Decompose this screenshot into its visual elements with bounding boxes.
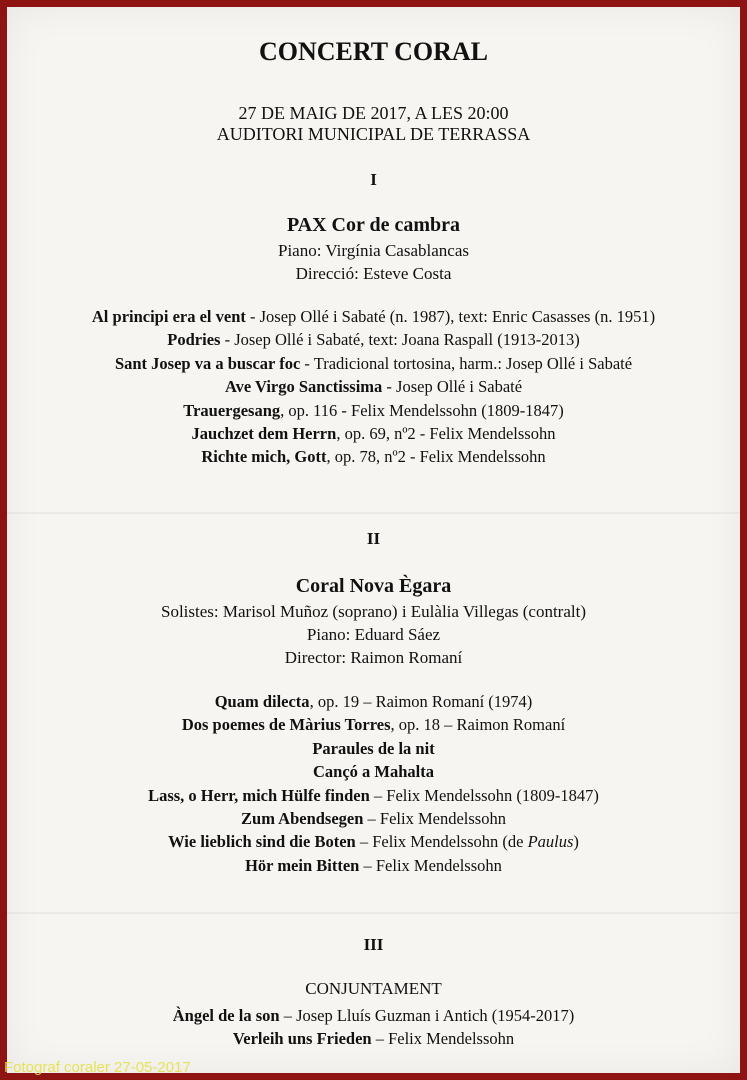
- work-detail: , op. 78, nº2 - Felix Mendelssohn: [326, 447, 546, 467]
- work-detail: – Felix Mendelssohn (1809-1847): [369, 785, 599, 805]
- work-line: [7, 422, 740, 445]
- work-title: Richte mich, Gott: [201, 447, 327, 467]
- work-title: Podries: [167, 330, 221, 350]
- work-title: Dos poemes de Màrius Torres: [181, 715, 391, 735]
- work-title: Cançó a Mahalta: [313, 762, 434, 782]
- work-line: [7, 713, 740, 736]
- work-detail: - Josep Ollé i Sabaté: [382, 377, 523, 397]
- part-numeral: II: [366, 529, 381, 548]
- work-line: [7, 328, 740, 351]
- credit-line: Piano: Eduard Sáez: [306, 625, 441, 644]
- paper-fold: [7, 512, 740, 514]
- part-numeral: III: [363, 935, 384, 954]
- work-line: [7, 1027, 740, 1050]
- work-title: Lass, o Herr, mich Hülfe finden: [148, 785, 370, 805]
- work-line: [7, 830, 740, 853]
- work-detail: - Josep Ollé i Sabaté, text: Joana Raspall (1913-2013): [220, 330, 580, 350]
- work-detail: - Josep Ollé i Sabaté (n. 1987), text: Enric Casasses (n. 1951): [245, 307, 656, 326]
- work-detail: , op. 116 - Felix Mendelssohn (1809-1847): [280, 400, 564, 420]
- credit-line: Director: Raimon Romaní: [284, 648, 463, 667]
- work-line: [7, 760, 740, 783]
- work-line: [7, 305, 740, 328]
- choir-name: Coral Nova Ègara: [295, 575, 452, 597]
- repertoire-list: [7, 305, 740, 469]
- work-source: Paulus: [527, 832, 574, 852]
- work-line: [7, 1004, 740, 1027]
- part-numeral: I: [370, 170, 377, 189]
- work-title: Jauchzet dem Herrn: [191, 424, 337, 444]
- work-title: Al principi era el vent: [91, 307, 246, 326]
- work-detail: – Felix Mendelssohn: [363, 809, 506, 829]
- work-line: [7, 807, 740, 830]
- work-detail: , op. 69, nº2 - Felix Mendelssohn: [336, 424, 556, 444]
- work-title: Wie lieblich sind die Boten: [168, 832, 356, 852]
- work-line: [7, 690, 740, 713]
- photo-stamp: Fotograf coraler 27-05-2017: [4, 1059, 191, 1076]
- work-line: [7, 445, 740, 468]
- work-line: [7, 784, 740, 807]
- work-title: Trauergesang: [183, 400, 281, 420]
- work-detail-end: ): [573, 832, 579, 852]
- work-line: [7, 737, 740, 760]
- program-sheet: [7, 7, 740, 1073]
- work-detail: – Josep Lluís Guzman i Antich (1954-2017): [279, 1006, 575, 1025]
- work-detail: , op. 18 – Raimon Romaní: [390, 715, 566, 735]
- work-detail: – Felix Mendelssohn (de: [355, 832, 528, 852]
- work-detail: , op. 19 – Raimon Romaní (1974): [309, 692, 533, 711]
- credit-line: Direcció: Esteve Costa: [295, 264, 452, 283]
- work-title: Hör mein Bitten: [245, 855, 360, 875]
- work-title: Ave Virgo Sanctissima: [224, 377, 383, 397]
- work-detail: – Felix Mendelssohn: [359, 855, 502, 875]
- date-line: 27 DE MAIG DE 2017, A LES 20:00: [238, 103, 509, 123]
- paper-fold: [7, 912, 740, 914]
- page-title: CONCERT CORAL: [258, 37, 489, 66]
- work-line: [7, 375, 740, 398]
- work-title: Quam dilecta: [214, 692, 310, 711]
- work-title: Paraules de la nit: [312, 738, 435, 758]
- credit-line: Piano: Virgínia Casablancas: [278, 241, 469, 260]
- repertoire-list: [7, 690, 740, 877]
- repertoire-list: [7, 1004, 740, 1051]
- work-title: Zum Abendsegen: [241, 809, 364, 829]
- work-line: [7, 399, 740, 422]
- venue-line: AUDITORI MUNICIPAL DE TERRASSA: [216, 124, 531, 144]
- work-title: Sant Josep va a buscar foc: [114, 353, 301, 373]
- work-line: [7, 854, 740, 877]
- joint-label: CONJUNTAMENT: [305, 979, 442, 998]
- work-detail: - Tradicional tortosina, harm.: Josep Ollé i Sabaté: [300, 353, 633, 373]
- work-title: Verleih uns Frieden: [232, 1029, 372, 1049]
- work-line: [7, 352, 740, 375]
- choir-name: PAX Cor de cambra: [286, 214, 461, 236]
- work-title: Àngel de la son: [172, 1006, 280, 1025]
- credit-line: Solistes: Marisol Muñoz (soprano) i Eulàlia Villegas (contralt): [161, 602, 586, 621]
- work-detail: – Felix Mendelssohn: [371, 1029, 515, 1049]
